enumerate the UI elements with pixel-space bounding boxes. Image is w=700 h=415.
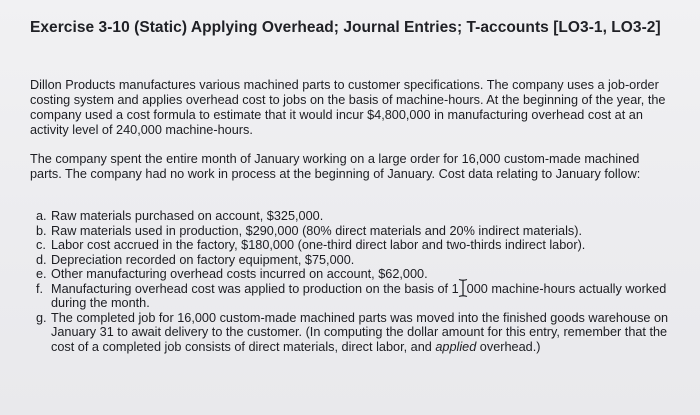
item-text: Raw materials purchased on account, $325,000. [51,209,324,223]
list-item [36,224,670,239]
item-text: Depreciation recorded on factory equipment, $75,000. [51,252,355,267]
list-item [36,253,670,268]
item-emphasis: applied [435,339,477,354]
intro-paragraph: Dillon Products manufactures various machined parts to customer specifications. The company uses a job-order costing system and applies overhead cost to jobs on the basis of machine-hours. At the beginning of the year, the company used a cost formula to estimate that it would incur $4,800,000 in manufacturing overhead cost at an activity level of 240,000 machine-hours. [30,78,666,137]
item-text-after: overhead.) [476,339,541,354]
item-text-after: 000 machine-hours actually worked during the month. [51,281,667,310]
list-item [36,267,670,282]
cost-data-list [30,209,670,354]
list-item [36,209,670,224]
item-text: Labor cost accrued in the factory, $180,000 (one-third direct labor and two-thirds indirect labor). [51,238,586,252]
item-text-before: The completed job for 16,000 custom-made machined parts was moved into the finished goods warehouse on January 31 to await delivery to the customer. (In computing the dollar amount for this entry, remember that the cost of a completed job consists of direct materials, direct labor, and [51,310,669,354]
exercise-title: Exercise 3-10 (Static) Applying Overhead; Journal Entries; T-accounts [LO3-1, LO3-2] [30,19,661,36]
list-item [36,311,670,355]
item-marker: b. [36,223,47,238]
item-text: Other manufacturing overhead costs incurred on account, $62,000. [51,267,428,281]
january-paragraph: The company spent the entire month of January working on a large order for 16,000 custom-made machined parts. The company had no work in process at the beginning of January. Cost data relating to January follow: [30,152,641,181]
item-text: Raw materials used in production, $290,000 (80% direct materials and 20% indirect materials). [51,223,583,238]
item-text-before: Manufacturing overhead cost was applied to production on the basis of 1 [51,281,459,296]
item-marker: d. [36,252,47,267]
item-marker: e. [36,267,47,281]
item-marker: a. [36,209,47,223]
list-item [36,282,670,311]
text-cursor-icon [460,282,466,294]
item-marker: c. [36,238,46,252]
list-item [36,238,670,253]
item-marker: f. [36,281,44,296]
item-marker: g. [36,310,47,325]
